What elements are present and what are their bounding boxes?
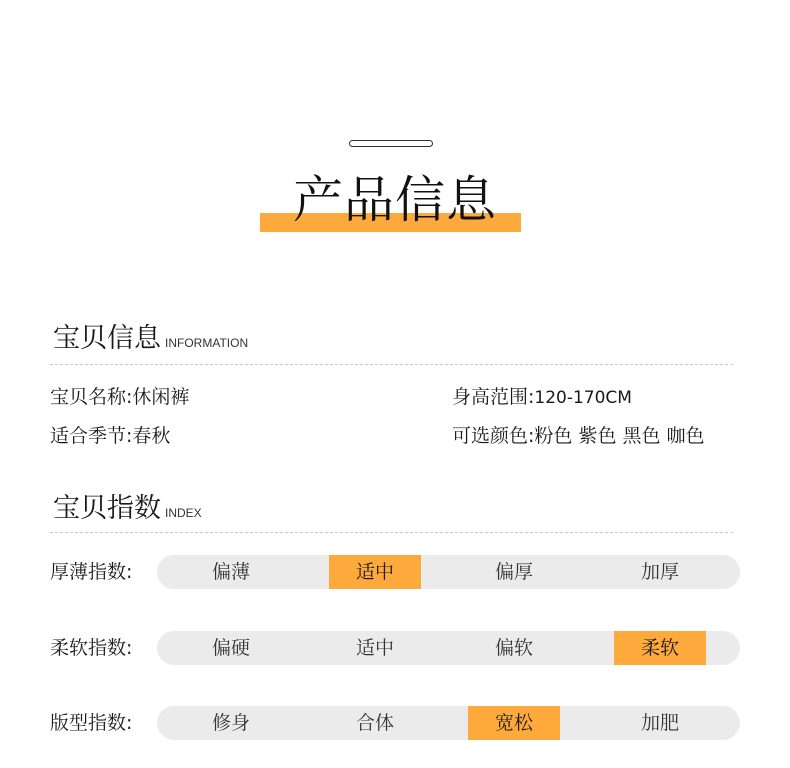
color-options-label: 可选颜色: [452,425,535,447]
thickness-index-track [157,555,740,589]
index-section-heading [53,486,202,525]
product-name-label: 宝贝名称: [50,386,133,408]
info-section-subtitle: INFORMATION [165,336,249,350]
season-label: 适合季节: [50,425,133,447]
height-range-value: 120-170CM [534,388,632,408]
softness-option[interactable]: 适中 [355,637,394,659]
page-title: 产品信息 [293,171,497,229]
color-options-value: 粉色 紫色 黑色 咖色 [534,425,705,447]
thickness-option[interactable]: 加厚 [640,561,679,583]
fit-option[interactable]: 加肥 [640,712,679,734]
top-decoration-pill [349,140,433,147]
info-section-title: 宝贝信息 [53,323,161,354]
thickness-option[interactable]: 偏薄 [211,561,250,583]
softness-option[interactable]: 偏软 [494,637,533,659]
softness-option-selected[interactable]: 柔软 [614,631,706,665]
season [50,424,170,448]
fit-option[interactable]: 修身 [211,712,250,734]
info-divider [50,364,733,365]
softness-index-label: 柔软指数: [50,637,133,659]
fit-index-track [157,706,740,740]
fit-option[interactable]: 合体 [355,712,394,734]
thickness-index-label: 厚薄指数: [50,561,133,583]
info-section-heading [53,316,248,355]
softness-index-track [157,631,740,665]
index-section-title: 宝贝指数 [53,493,161,524]
fit-option-selected[interactable]: 宽松 [468,706,560,740]
product-name [50,385,189,409]
color-options [452,424,705,448]
softness-option[interactable]: 偏硬 [211,637,250,659]
thickness-option-selected[interactable]: 适中 [329,555,421,589]
product-name-value: 休闲裤 [132,386,190,408]
height-range [452,385,632,410]
fit-index-label: 版型指数: [50,712,133,734]
thickness-option[interactable]: 偏厚 [494,561,533,583]
index-divider [50,532,733,533]
index-section-subtitle: INDEX [165,506,202,520]
season-value: 春秋 [132,425,171,447]
height-range-label: 身高范围: [452,386,535,408]
